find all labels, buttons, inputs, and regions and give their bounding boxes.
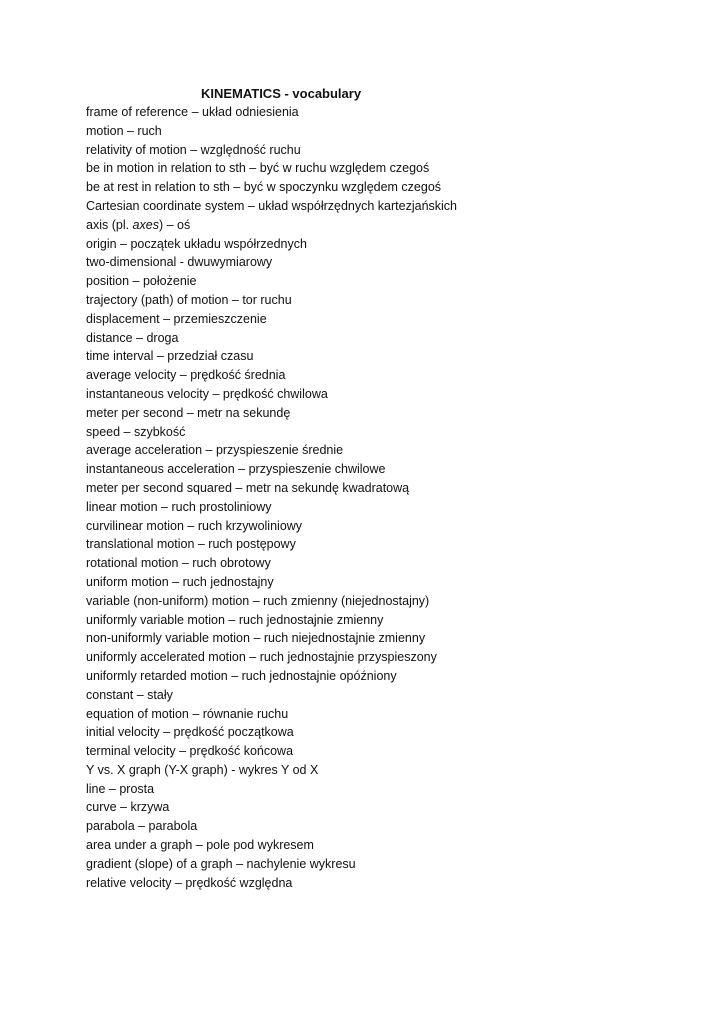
vocab-entry: curvilinear motion – ruch krzywoliniowy bbox=[86, 518, 303, 533]
vocab-entry: average acceleration – przyspieszenie średnie bbox=[86, 443, 344, 458]
vocab-entry: curve – krzywa bbox=[86, 800, 170, 815]
vocab-entry: position – położenie bbox=[86, 274, 197, 289]
vocab-entry: be at rest in relation to sth – być w spoczynku względem czegoś bbox=[86, 180, 442, 195]
vocab-entry: meter per second – metr na sekundę bbox=[86, 405, 291, 420]
vocabulary-list bbox=[86, 103, 457, 892]
vocab-entry: uniform motion – ruch jednostajny bbox=[86, 574, 274, 589]
vocab-entry: Cartesian coordinate system – układ współrzędnych kartezjańskich bbox=[86, 198, 458, 213]
vocab-entry: gradient (slope) of a graph – nachylenie wykresu bbox=[86, 856, 356, 871]
vocab-entry: initial velocity – prędkość początkowa bbox=[86, 725, 294, 740]
vocab-entry: origin – początek układu współrzednych bbox=[86, 236, 307, 251]
vocab-entry: uniformly variable motion – ruch jednostajnie zmienny bbox=[86, 612, 384, 627]
vocab-entry: translational motion – ruch postępowy bbox=[86, 537, 296, 552]
vocab-entry: uniformly retarded motion – ruch jednostajnie opóźniony bbox=[86, 668, 397, 683]
vocab-entry: trajectory (path) of motion – tor ruchu bbox=[86, 292, 292, 307]
vocab-entry-axis: axis (pl. axes) – oś bbox=[86, 217, 191, 232]
vocab-entry: relativity of motion – względność ruchu bbox=[86, 142, 301, 157]
vocab-entry: linear motion – ruch prostoliniowy bbox=[86, 499, 272, 514]
vocab-entry: rotational motion – ruch obrotowy bbox=[86, 556, 271, 571]
vocab-entry: be in motion in relation to sth – być w ruchu względem czegoś bbox=[86, 161, 430, 176]
vocab-entry: motion – ruch bbox=[86, 123, 162, 138]
vocab-entry: two-dimensional - dwuwymiarowy bbox=[86, 255, 273, 270]
vocab-entry: variable (non-uniform) motion – ruch zmienny (niejednostajny) bbox=[86, 593, 430, 608]
vocab-entry: uniformly accelerated motion – ruch jednostajnie przyspieszony bbox=[86, 650, 437, 665]
vocab-entry: non-uniformly variable motion – ruch niejednostajnie zmienny bbox=[86, 631, 426, 646]
vocab-entry: speed – szybkość bbox=[86, 424, 186, 439]
vocab-entry: frame of reference – układ odniesienia bbox=[86, 105, 299, 119]
vocab-entry: time interval – przedział czasu bbox=[86, 349, 254, 364]
vocab-entry: displacement – przemieszczenie bbox=[86, 311, 267, 326]
vocab-entry: average velocity – prędkość średnia bbox=[86, 368, 286, 383]
vocab-entry: distance – droga bbox=[86, 330, 179, 345]
vocab-entry: constant – stały bbox=[86, 687, 173, 702]
vocab-entry: line – prosta bbox=[86, 781, 155, 796]
vocab-entry: instantaneous acceleration – przyspieszenie chwilowe bbox=[86, 462, 386, 477]
vocab-entry: relative velocity – prędkość względna bbox=[86, 875, 293, 890]
vocab-entry: equation of motion – równanie ruchu bbox=[86, 706, 289, 721]
vocab-entry: Y vs. X graph (Y-X graph) - wykres Y od X bbox=[86, 762, 319, 777]
vocab-entry: terminal velocity – prędkość końcowa bbox=[86, 744, 294, 759]
vocab-entry: instantaneous velocity – prędkość chwilowa bbox=[86, 386, 328, 401]
vocab-entry: parabola – parabola bbox=[86, 819, 198, 834]
document-title: KINEMATICS - vocabulary bbox=[200, 86, 362, 101]
vocab-entry: area under a graph – pole pod wykresem bbox=[86, 838, 314, 853]
vocab-entry: meter per second squared – metr na sekundę kwadratową bbox=[86, 480, 410, 495]
